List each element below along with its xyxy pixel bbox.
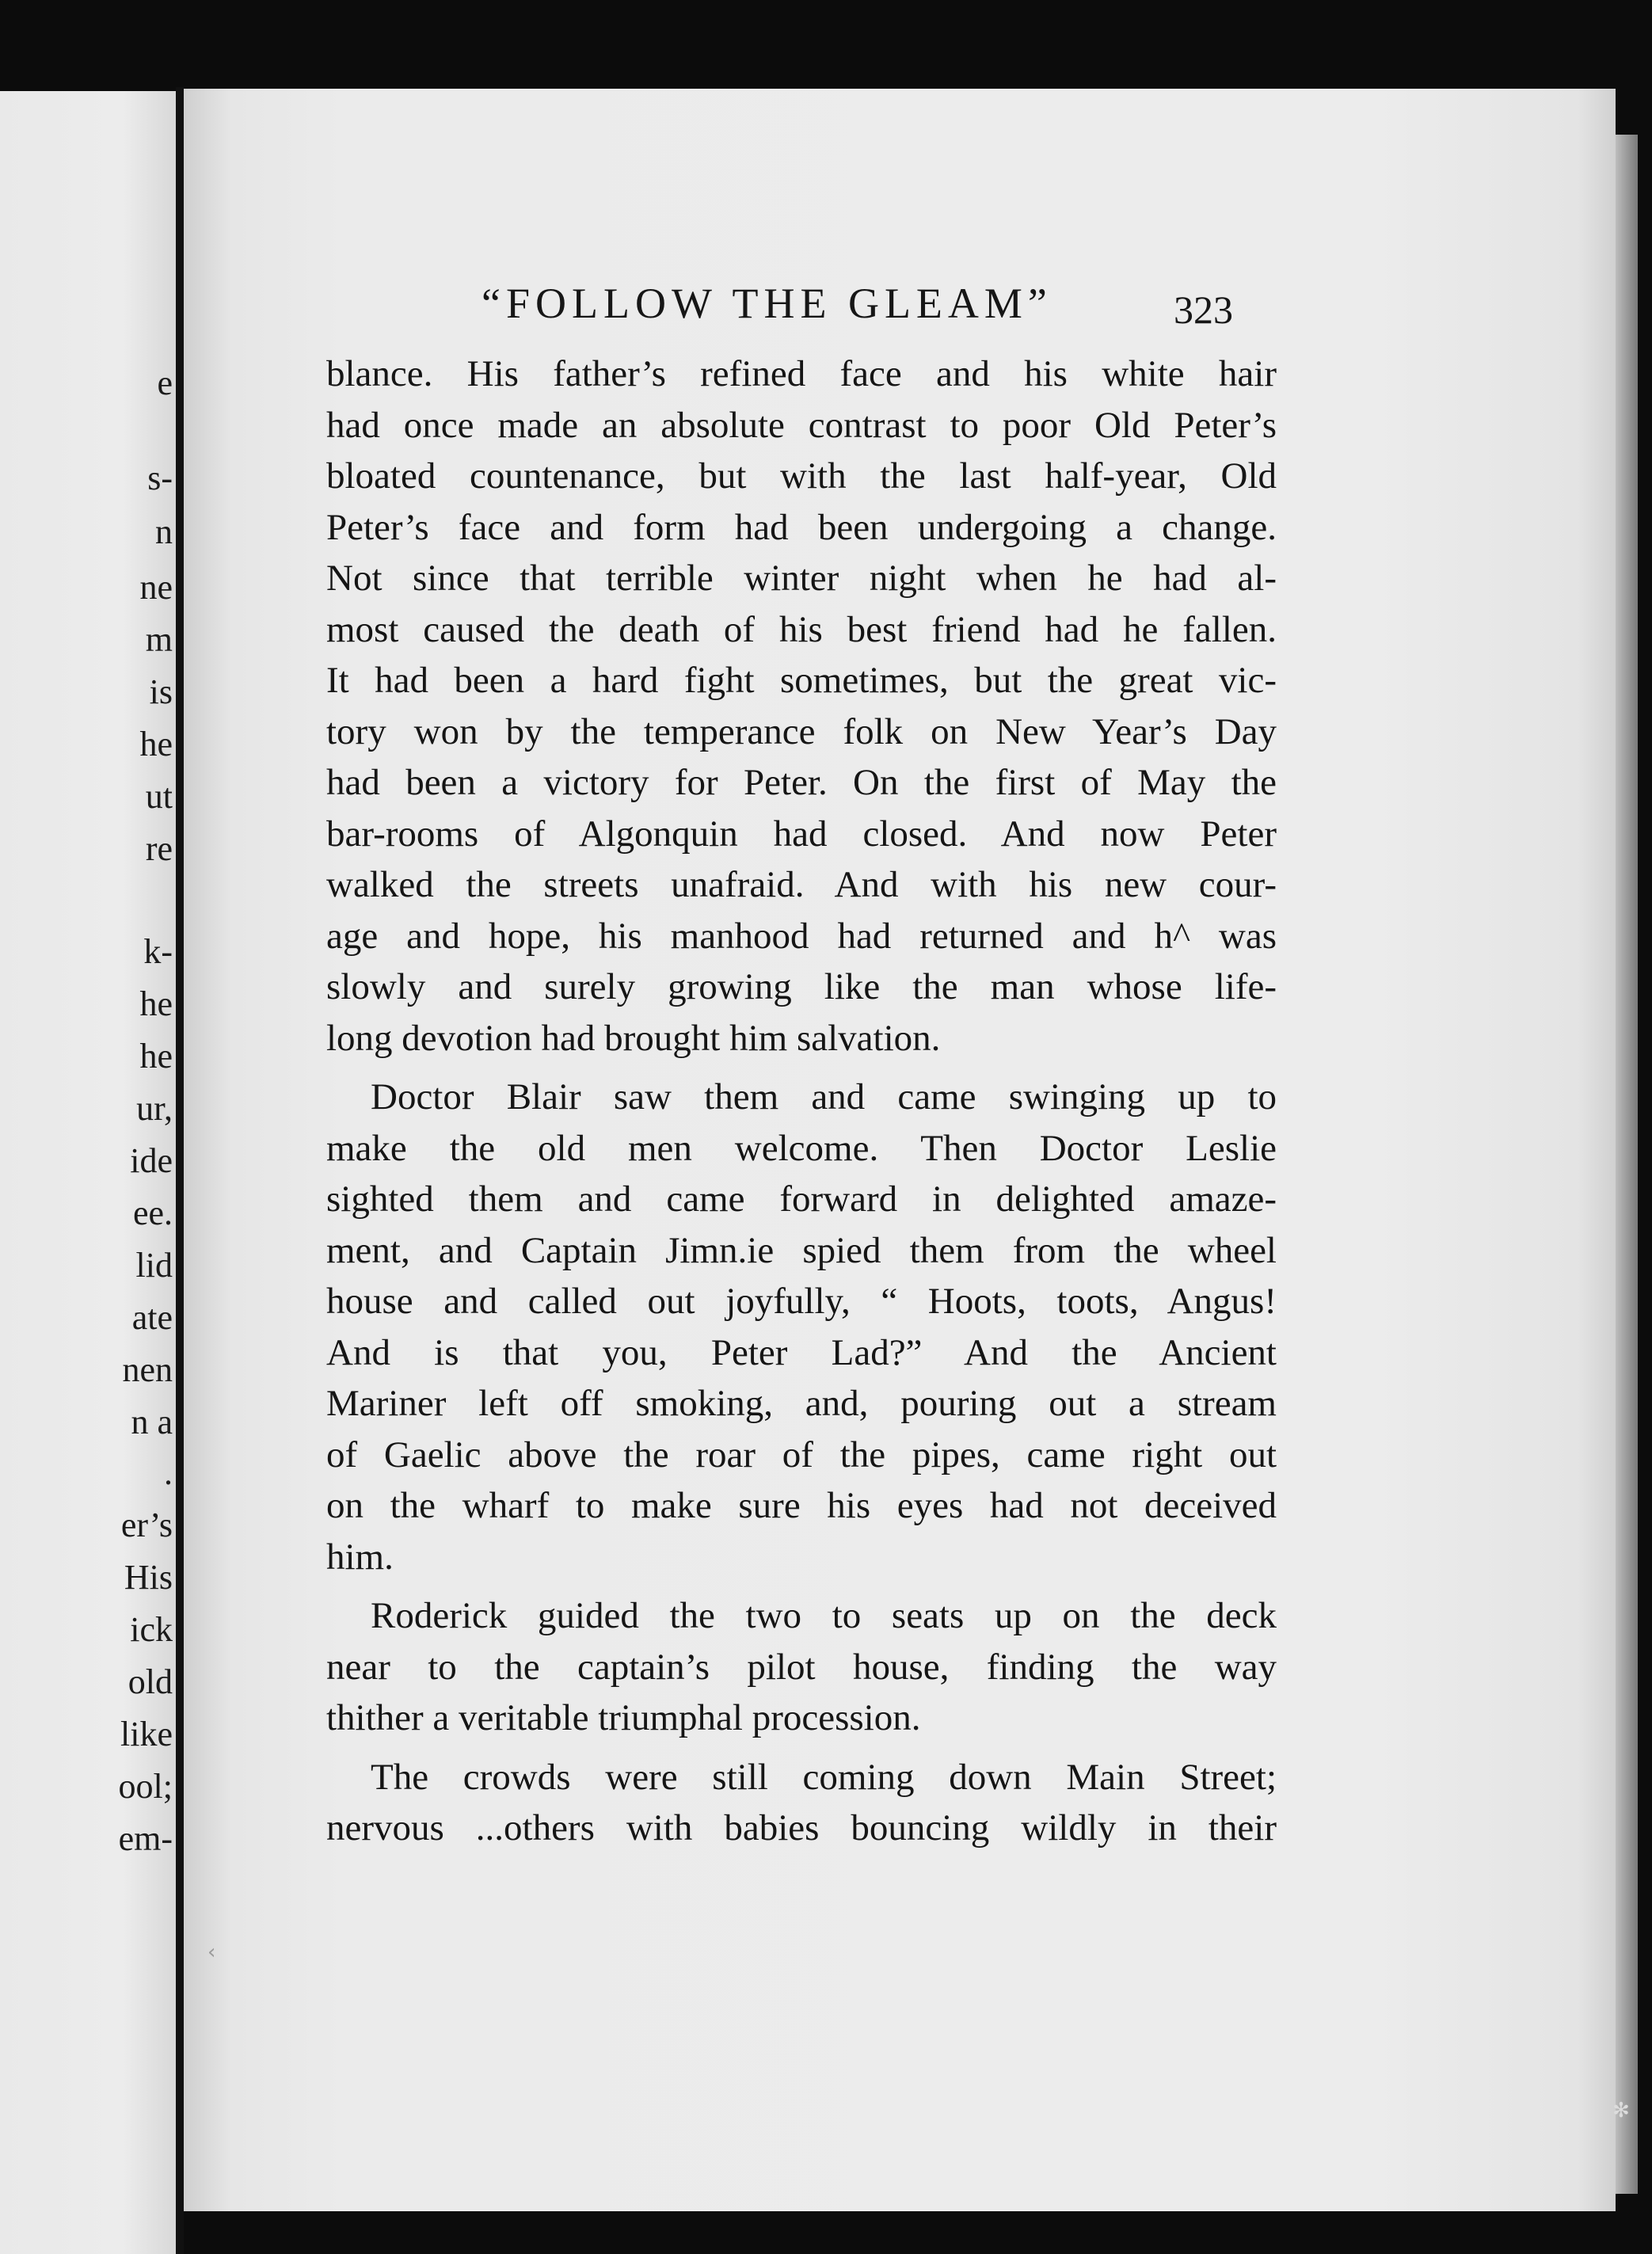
left-page-text-fragment: er’s <box>120 1506 173 1544</box>
text-line: ment, and Captain Jimn.ie spied them from the wheel <box>326 1229 1277 1271</box>
paragraph <box>326 348 1277 1064</box>
previous-page-fragment <box>0 91 176 2254</box>
left-page-text-fragment: m <box>145 620 173 659</box>
text-line: Doctor Blair saw them and came swinging up to <box>371 1076 1277 1117</box>
text-line: thither a veritable triumphal procession. <box>326 1697 921 1738</box>
text-line: walked the streets unafraid. And with his new cour- <box>326 864 1277 905</box>
text-line: had once made an absolute contrast to poor Old Peter’s <box>326 404 1277 446</box>
text-line: And is that you, Peter Lad?” And the Ancient <box>326 1331 1277 1373</box>
left-page-text-fragment: ick <box>130 1610 173 1649</box>
text-line: of Gaelic above the roar of the pipes, came right out <box>326 1433 1277 1475</box>
text-line: bar-rooms of Algonquin had closed. And now Peter <box>326 813 1277 855</box>
text-line: on the wharf to make sure his eyes had not deceived <box>326 1485 1277 1526</box>
left-page-text-fragment: he <box>139 1037 173 1076</box>
text-line: Peter’s face and form had been undergoing a change. <box>326 506 1277 548</box>
left-page-text-fragment: k- <box>143 932 173 971</box>
left-page-text-fragment: ne <box>139 568 173 607</box>
paragraph <box>326 1072 1277 1582</box>
paragraph-gap <box>326 1744 1277 1752</box>
paragraph-gap <box>326 1582 1277 1590</box>
text-line: sighted them and came forward in delighted amaze- <box>326 1178 1277 1220</box>
text-line: nervous ...others with babies bouncing wildly in their <box>326 1807 1277 1849</box>
text-line: him. <box>326 1536 394 1578</box>
text-line: bloated countenance, but with the last half-year, Old <box>326 455 1277 497</box>
text-line: most caused the death of his best friend had he fallen. <box>326 608 1277 650</box>
paragraph <box>326 1752 1277 1854</box>
text-line: Not since that terrible winter night when he had al- <box>326 558 1277 599</box>
left-page-text-fragment: he <box>139 984 173 1023</box>
left-page-text-fragment: old <box>128 1662 173 1701</box>
left-page-text-fragment: nen <box>122 1350 173 1389</box>
left-page-text-fragment: His <box>124 1558 173 1597</box>
text-line: had been a victory for Peter. On the first of May the <box>326 762 1277 803</box>
left-page-text-fragment: re <box>145 829 173 868</box>
text-line: house and called out joyfully, “ Hoots, toots, Angus! <box>326 1281 1277 1322</box>
left-page-text-fragment: em- <box>118 1819 173 1858</box>
left-page-text-fragment: ut <box>145 777 173 816</box>
page-edge-shadow <box>1616 135 1638 2194</box>
text-line: slowly and surely growing like the man whose life- <box>326 966 1277 1007</box>
left-page-text-fragment: he <box>139 725 173 763</box>
text-line: blance. His father’s refined face and his white hair <box>326 353 1277 394</box>
left-page-text-fragment: lid <box>135 1246 173 1285</box>
left-page-text-fragment: s- <box>147 459 173 497</box>
running-head: “FOLLOW THE GLEAM” <box>482 280 1052 327</box>
left-page-text-fragment: n <box>155 512 173 551</box>
text-line: tory won by the temperance folk on New Year’s Day <box>326 710 1277 752</box>
scan-speck-mark: ‹ <box>207 1940 216 1964</box>
left-page-text-fragment: ool; <box>118 1767 173 1806</box>
left-page-text-fragment: ur, <box>136 1089 173 1128</box>
left-page-text-fragment: e <box>157 364 173 402</box>
paragraph <box>326 1590 1277 1744</box>
left-page-text-fragment: n a <box>131 1403 173 1441</box>
text-line: make the old men welcome. Then Doctor Leslie <box>326 1127 1277 1169</box>
text-line: age and hope, his manhood had returned and h^ was <box>326 915 1277 957</box>
text-line: Mariner left off smoking, and, pouring out a stream <box>326 1383 1277 1424</box>
left-page-text-fragment: like <box>120 1715 173 1753</box>
scan-speck-mark: ✻ <box>1612 2099 1630 2123</box>
text-line: long devotion had brought him salvation. <box>326 1017 941 1059</box>
left-page-text-fragment: is <box>149 672 173 711</box>
text-line: The crowds were still coming down Main Street; <box>371 1756 1277 1798</box>
body-text <box>326 348 1277 1854</box>
left-page-text-fragment: ide <box>130 1141 173 1180</box>
left-page-text-fragment: ate <box>131 1298 173 1337</box>
left-page-text-fragment: . <box>164 1453 173 1492</box>
text-line: Roderick guided the two to seats up on the deck <box>371 1595 1277 1636</box>
paragraph-gap <box>326 1064 1277 1072</box>
left-page-text-fragment: ee. <box>132 1194 173 1232</box>
text-line: near to the captain’s pilot house, finding the way <box>326 1646 1277 1688</box>
page-number: 323 <box>1174 287 1233 332</box>
book-gutter <box>176 87 184 2254</box>
text-line: It had been a hard fight sometimes, but the great vic- <box>326 660 1277 701</box>
